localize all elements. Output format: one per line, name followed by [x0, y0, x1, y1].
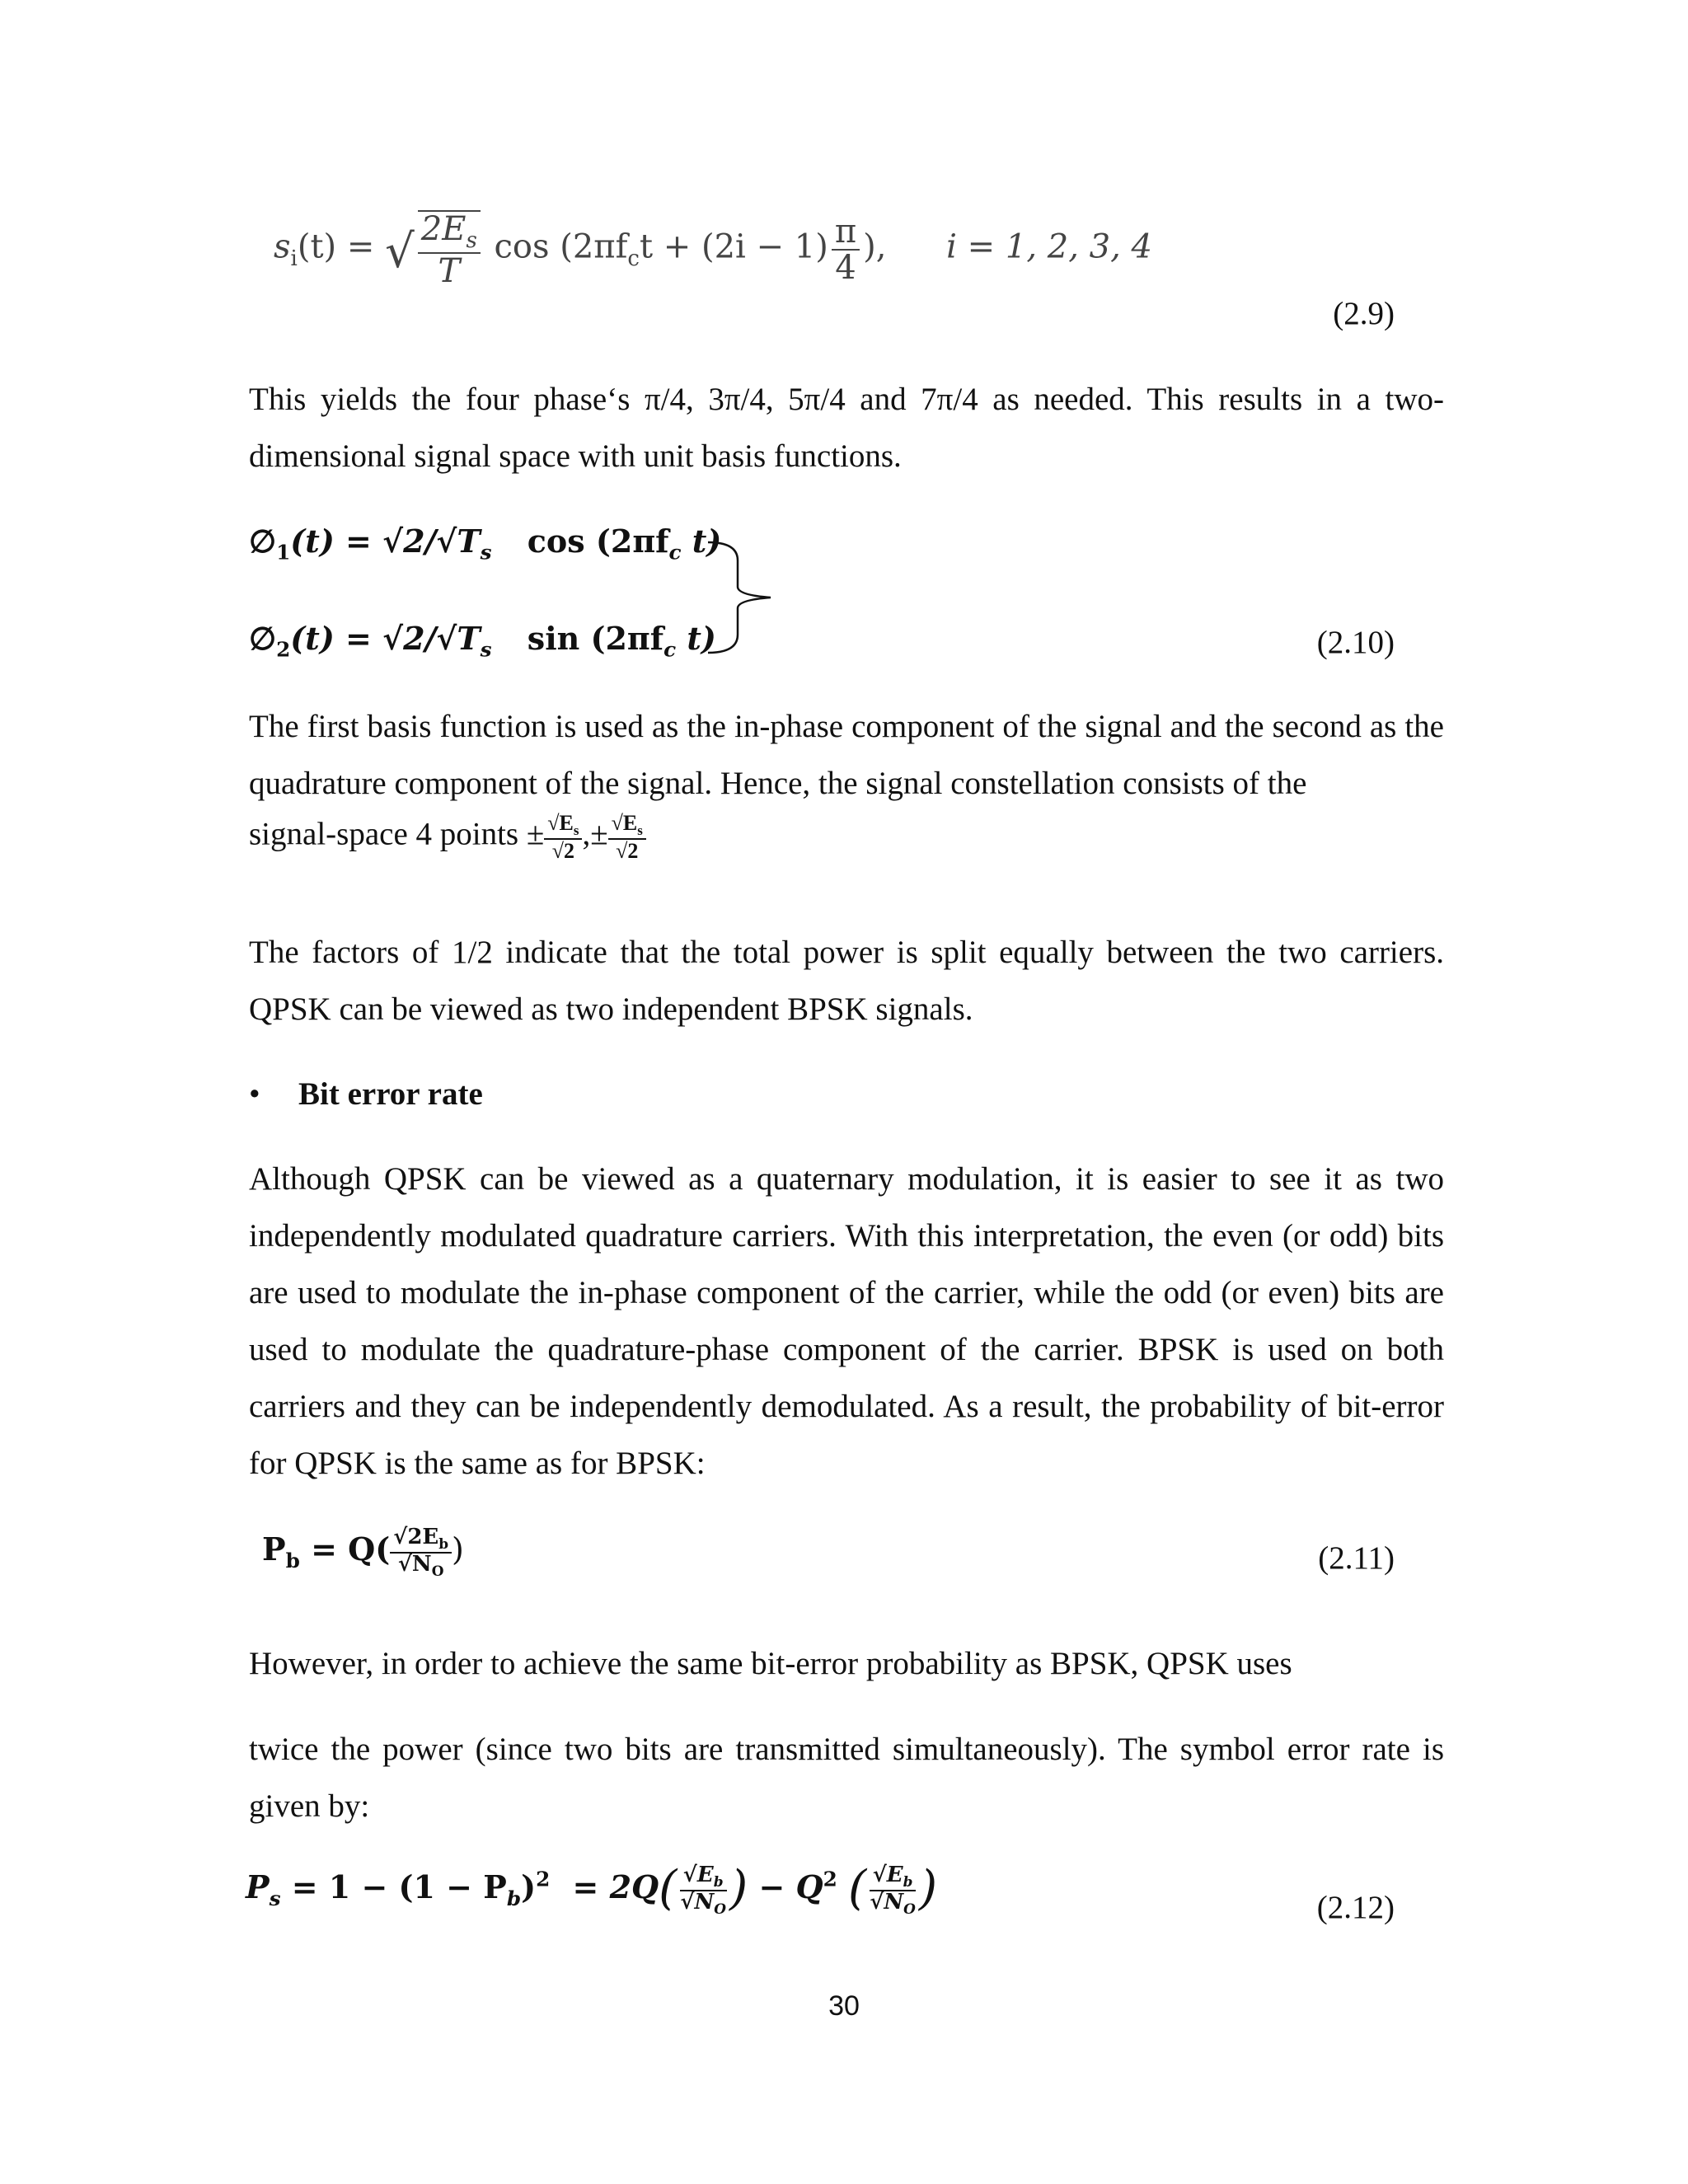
equation-number-2-9: (2.9) — [1333, 296, 1395, 331]
equation-2-12: $P_s = 1 - (1 - P_b)^2 = 2Q$( $\frac{√E_b}{√N_O}$ ) − $Q^2$ ( $\frac{√E_b}{√N_O}$ ) — [246, 1861, 938, 1917]
page-number: 30 — [828, 1990, 860, 2022]
paragraph-symbol-error-rate: twice the power (since two bits are transmitted simultaneously). The symbol error rate is given by: — [249, 1732, 1444, 1824]
equation-2-10-line-2: $\emptyset_2(t) = √2/√T_s$ $\sin (2\pi f_c$ t) — [249, 620, 716, 662]
paragraph-phases: This yields the four phase‘s π/4, 3π/4, 5π/4 and 7π/4 as needed. This results in a two-dimensional signal space with unit basis functions. — [249, 382, 1444, 474]
eq29-pi-fraction: $\frac{\pi}{4}$ — [832, 214, 860, 285]
paragraph-power-split: The factors of 1/2 indicate that the total power is split equally between the two carriers. QPSK can be viewed as two independent BPSK signals. — [249, 935, 1444, 1027]
equation-2-10-line-1: $\emptyset_1(t) = √2/√T_s$ $\cos (2\pi f_c$ t) — [249, 523, 722, 565]
bullet-icon: • — [249, 1076, 260, 1112]
sqrt-sign: √ — [385, 224, 415, 279]
equation-number-2-11: (2.11) — [1318, 1540, 1395, 1576]
paragraph-bit-error-probability: However, in order to achieve the same bit-error probability as BPSK, QPSK uses — [249, 1646, 1292, 1681]
section-heading-bit-error-rate: Bit error rate — [298, 1076, 483, 1112]
equation-number-2-12: (2.12) — [1316, 1890, 1395, 1925]
paragraph-basis-functions: The first basis function is used as the in-phase component of the signal and the second as the quadrature component of the signal. Hence, the signal constellation consists of the — [249, 709, 1444, 801]
equation-number-2-10: (2.10) — [1316, 625, 1395, 660]
eq29-lhs: s — [274, 227, 291, 266]
paragraph-quadrature-carriers: Although QPSK can be viewed as a quaternary modulation, it is easier to see it as two independently modulated quadrature carriers. With this interpretation, the even (or odd) bits are used to modulate the in-phase component of the carrier, while the odd (or even) bits are used to modulate the quadrature-phase component of the carrier. BPSK is used on both carriers and they can be independently demodulated. As a result, the probability of bit-error for QPSK is the same as for BPSK: — [249, 1161, 1444, 1481]
eq29-index: i = 1, 2, 3, 4 — [946, 227, 1152, 266]
equation-2-9: $s_i(t)$ = √ $\frac{2E_s}{T}$ $\cos (2\pi f_ct + (2i - 1)$ $\frac{\pi}{4}$ ), i = 1, 2, 3, 4 — [274, 210, 1152, 291]
right-brace-icon — [705, 536, 779, 659]
signal-space-points: signal-space 4 points ± $\frac{√E_s}{√2}$ ,± $\frac{√E_s}{√2}$ — [249, 812, 646, 862]
equation-2-11: $P_b = Q$( $\frac{√2E_b}{√N_O}$ ) — [262, 1525, 464, 1579]
eq29-sqrt-fraction: $\frac{2E_s}{T}$ — [418, 210, 481, 288]
